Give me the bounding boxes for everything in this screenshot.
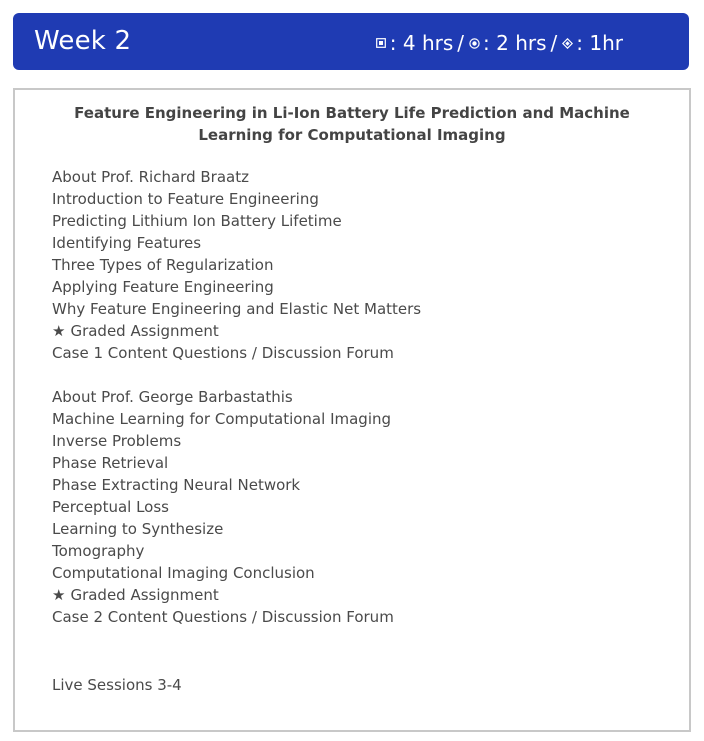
list-item[interactable]: Applying Feature Engineering bbox=[52, 278, 274, 296]
card-title-line-1: Feature Engineering in Li-Ion Battery Life Prediction and Machine bbox=[74, 104, 630, 122]
video-icon bbox=[375, 37, 387, 49]
live-sessions[interactable]: Live Sessions 3-4 bbox=[52, 676, 182, 694]
week-content-card bbox=[13, 88, 691, 732]
lesson-list bbox=[52, 166, 421, 628]
list-item[interactable]: Predicting Lithium Ion Battery Lifetime bbox=[52, 212, 342, 230]
list-item[interactable]: Phase Retrieval bbox=[52, 454, 169, 472]
list-item[interactable]: Case 2 Content Questions / Discussion Forum bbox=[52, 608, 394, 626]
week-header bbox=[13, 13, 689, 70]
list-item[interactable]: Phase Extracting Neural Network bbox=[52, 476, 301, 494]
list-item-label: Graded Assignment bbox=[70, 322, 219, 340]
list-item[interactable]: About Prof. Richard Braatz bbox=[52, 168, 249, 186]
card-title bbox=[55, 102, 649, 146]
list-item[interactable]: Perceptual Loss bbox=[52, 498, 169, 516]
list-item[interactable]: Tomography bbox=[52, 542, 145, 560]
week-title: Week 2 bbox=[34, 26, 132, 56]
star-icon: ★ bbox=[52, 586, 66, 604]
card-title-line-2: Learning for Computational Imaging bbox=[198, 126, 506, 144]
star-icon: ★ bbox=[52, 322, 66, 340]
list-item[interactable]: Inverse Problems bbox=[52, 432, 182, 450]
list-item[interactable]: Three Types of Regularization bbox=[52, 256, 274, 274]
assignment-time: : 1hr bbox=[576, 31, 623, 55]
legend-separator: / bbox=[457, 31, 465, 55]
list-item[interactable]: Identifying Features bbox=[52, 234, 202, 252]
time-legend bbox=[375, 30, 623, 56]
list-item[interactable]: About Prof. George Barbastathis bbox=[52, 388, 293, 406]
list-item[interactable]: Why Feature Engineering and Elastic Net Matters bbox=[52, 300, 422, 318]
section-spacer bbox=[52, 364, 421, 386]
assignment-icon bbox=[561, 37, 573, 49]
reading-time: : 2 hrs bbox=[483, 31, 547, 55]
graded-assignment-item[interactable] bbox=[52, 320, 421, 342]
list-item[interactable]: Introduction to Feature Engineering bbox=[52, 190, 319, 208]
legend-separator: / bbox=[550, 31, 558, 55]
list-item[interactable]: Learning to Synthesize bbox=[52, 520, 224, 538]
video-time: : 4 hrs bbox=[389, 31, 454, 55]
list-item[interactable]: Computational Imaging Conclusion bbox=[52, 564, 315, 582]
reading-icon bbox=[468, 37, 480, 49]
list-item-label: Graded Assignment bbox=[70, 586, 219, 604]
list-item[interactable]: Case 1 Content Questions / Discussion Forum bbox=[52, 344, 394, 362]
list-item[interactable]: Machine Learning for Computational Imaging bbox=[52, 410, 392, 428]
graded-assignment-item[interactable] bbox=[52, 584, 421, 606]
